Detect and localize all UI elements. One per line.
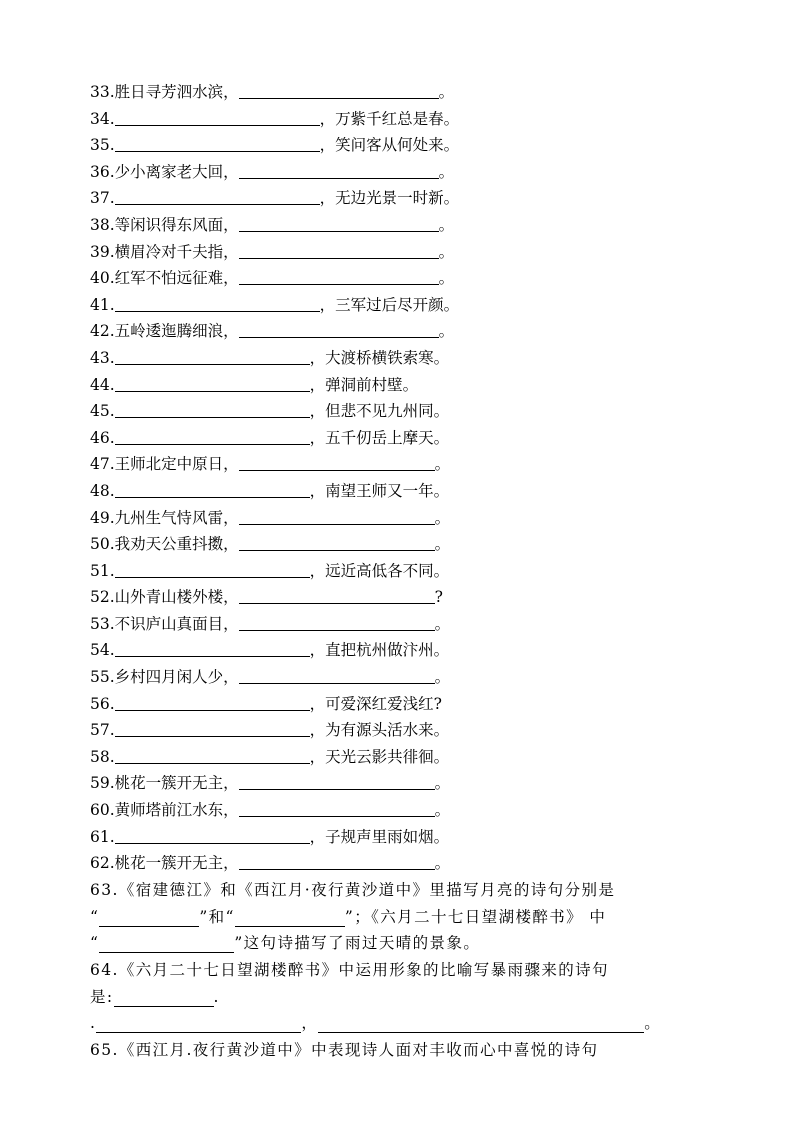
question-number: 40. [90, 269, 115, 288]
question-line [90, 451, 730, 478]
given-verse: ，三军过后尽开颜。 [319, 295, 460, 314]
q63-line1: 63.《宿建德江》和《西江月·夜行黄沙道中》里描写月亮的诗句分别是 [90, 881, 616, 899]
fill-in-list [90, 79, 730, 877]
answer-blank[interactable] [115, 718, 310, 737]
question-number: 47. [90, 455, 115, 474]
q63-line2: “ ”和“ ”；《六月二十七日望湖楼醉书》 中 [90, 907, 607, 926]
answer-blank[interactable] [235, 908, 345, 927]
question-number: 54. [90, 641, 115, 660]
answer-blank[interactable] [99, 908, 199, 927]
question-line [90, 132, 730, 159]
given-verse: 。 [434, 535, 451, 554]
answer-blank[interactable] [239, 532, 435, 551]
given-verse: 。 [434, 508, 451, 527]
given-verse: 。 [434, 668, 451, 687]
given-verse: ，无边光景一时新。 [319, 189, 460, 208]
question-number: 36. [90, 162, 115, 181]
question-line [90, 611, 730, 638]
given-verse: 。 [434, 614, 451, 633]
given-verse: ，直把杭州做汴州。 [309, 641, 450, 660]
answer-blank[interactable] [115, 825, 310, 844]
q63-line3: “ ”这句诗描写了雨过天晴的景象。 [90, 934, 481, 953]
answer-blank[interactable] [115, 186, 320, 205]
answer-blank[interactable] [115, 692, 310, 711]
answer-blank[interactable] [239, 240, 439, 259]
answer-blank[interactable] [96, 1014, 301, 1033]
answer-blank[interactable] [115, 745, 310, 764]
given-verse: ，天光云影共徘徊。 [309, 747, 450, 766]
question-number: 58. [90, 747, 115, 766]
question-line [90, 717, 730, 744]
answer-blank[interactable] [114, 988, 214, 1007]
answer-blank[interactable] [239, 798, 435, 817]
given-verse: 桃花一簇开无主， [114, 854, 239, 873]
question-number: 49. [90, 508, 115, 527]
question-number: 34. [90, 109, 115, 128]
answer-blank[interactable] [239, 665, 435, 684]
question-number: 55. [90, 668, 115, 687]
given-verse: ，大渡桥横铁索寒。 [309, 348, 450, 367]
answer-blank[interactable] [239, 771, 435, 790]
question-line [90, 159, 730, 186]
answer-blank[interactable] [239, 319, 439, 338]
question-line [90, 239, 730, 266]
question-line [90, 637, 730, 664]
given-verse: 少小离家老大回， [114, 162, 239, 181]
question-number: 37. [90, 189, 115, 208]
question-number: 48. [90, 481, 115, 500]
q64-line1: 64.《六月二十七日望湖楼醉书》中运用形象的比喻写暴雨骤来的诗句 [90, 961, 609, 979]
question-number: 44. [90, 375, 115, 394]
answer-blank[interactable] [115, 559, 310, 578]
question-line [90, 584, 730, 611]
answer-blank[interactable] [115, 107, 320, 126]
answer-blank[interactable] [115, 479, 310, 498]
question-number: 45. [90, 402, 115, 421]
question-line [90, 850, 730, 877]
question-line [90, 212, 730, 239]
answer-blank[interactable] [239, 160, 439, 179]
question-number: 62. [90, 854, 115, 873]
question-line [90, 425, 730, 452]
answer-blank[interactable] [318, 1014, 644, 1033]
question-number: 39. [90, 242, 115, 261]
question-line [90, 265, 730, 292]
question-line [90, 824, 730, 851]
answer-blank[interactable] [239, 213, 439, 232]
given-verse: 。 [438, 83, 455, 101]
given-verse: 。 [438, 269, 455, 288]
answer-blank[interactable] [115, 426, 310, 445]
answer-blank[interactable] [239, 80, 439, 99]
question-line [90, 478, 730, 505]
question-line [90, 770, 730, 797]
given-verse: ? [434, 588, 443, 607]
question-line [90, 691, 730, 718]
question-line [90, 292, 730, 319]
given-verse: 乡村四月闲人少， [114, 668, 239, 687]
question-line [90, 531, 730, 558]
given-verse: 。 [434, 854, 451, 873]
given-verse: 等闲识得东风面， [114, 215, 239, 234]
given-verse: ，五千仞岳上摩天。 [309, 428, 450, 447]
question-number: 41. [90, 295, 115, 314]
answer-blank[interactable] [115, 133, 320, 152]
answer-blank[interactable] [239, 612, 435, 631]
given-verse: 我劝天公重抖擞， [114, 535, 239, 554]
question-number: 61. [90, 827, 115, 846]
question-number: 60. [90, 801, 115, 820]
given-verse: 横眉冷对千夫指， [114, 242, 239, 261]
question-number: 52. [90, 588, 115, 607]
given-verse: 红军不怕远征难， [114, 269, 239, 288]
q64-line2: 是: . [90, 987, 220, 1006]
given-verse: 。 [438, 242, 455, 261]
answer-blank[interactable] [239, 585, 435, 604]
answer-blank[interactable] [115, 346, 310, 365]
question-number: 46. [90, 428, 115, 447]
answer-blank[interactable] [115, 373, 310, 392]
given-verse: 五岭逶迤腾细浪， [114, 322, 239, 341]
question-65 [90, 1037, 710, 1064]
question-number: 43. [90, 348, 115, 367]
given-verse: 黄师塔前江水东， [114, 801, 239, 820]
given-verse: ，为有源头活水来。 [309, 721, 450, 740]
given-verse: 山外青山楼外楼， [114, 588, 239, 607]
given-verse: 不识庐山真面目， [114, 614, 239, 633]
given-verse: ，弹洞前村壁。 [309, 375, 419, 394]
answer-blank[interactable] [239, 266, 439, 285]
question-line [90, 797, 730, 824]
question-line [90, 744, 730, 771]
given-verse: 。 [438, 162, 455, 181]
given-verse: 。 [434, 455, 451, 474]
given-verse: 桃花一簇开无主， [114, 774, 239, 793]
question-line [90, 106, 730, 133]
question-number: 50. [90, 535, 115, 554]
question-number: 56. [90, 694, 115, 713]
given-verse: ，南望王师又一年。 [309, 481, 450, 500]
given-verse: 。 [438, 215, 455, 234]
q64-line3: . ， 。 [90, 1014, 662, 1033]
answer-blank[interactable] [99, 934, 234, 953]
given-verse: ，但悲不见九州同。 [309, 402, 450, 421]
q65-line1: 65.《西江月.夜行黄沙道中》中表现诗人面对丰收而心中喜悦的诗句 [90, 1041, 599, 1059]
answer-blank[interactable] [115, 293, 320, 312]
given-verse: 。 [434, 774, 451, 793]
given-verse: ，远近高低各不同。 [309, 561, 450, 580]
question-line [90, 505, 730, 532]
question-line [90, 372, 730, 399]
given-verse: 。 [438, 322, 455, 341]
question-line [90, 185, 730, 212]
question-number: 51. [90, 561, 115, 580]
question-number: 42. [90, 322, 115, 341]
question-line [90, 558, 730, 585]
answer-blank[interactable] [239, 506, 435, 525]
given-verse: ，笑问客从何处来。 [319, 136, 460, 155]
question-number: 38. [90, 215, 115, 234]
answer-blank[interactable] [115, 399, 310, 418]
question-line [90, 664, 730, 691]
question-number: 53. [90, 614, 115, 633]
answer-blank[interactable] [239, 851, 435, 870]
question-line [90, 318, 730, 345]
question-number: 35. [90, 136, 115, 155]
question-number: 33. [90, 83, 115, 101]
given-verse: ，子规声里雨如烟。 [309, 827, 450, 846]
given-verse: ，可爱深红爱浅红? [309, 694, 442, 713]
given-verse: ，万紫千红总是春。 [319, 109, 460, 128]
question-64 [90, 957, 710, 1037]
question-63 [90, 877, 710, 957]
question-line [90, 79, 730, 106]
question-line [90, 398, 730, 425]
given-verse: 。 [434, 801, 451, 820]
given-verse: 王师北定中原日， [114, 455, 239, 474]
given-verse: 九州生气恃风雷， [114, 508, 239, 527]
answer-blank[interactable] [239, 452, 435, 471]
question-number: 57. [90, 721, 115, 740]
answer-blank[interactable] [115, 638, 310, 657]
question-line [90, 345, 730, 372]
question-number: 59. [90, 774, 115, 793]
given-verse: 胜日寻芳泗水滨， [114, 83, 239, 101]
